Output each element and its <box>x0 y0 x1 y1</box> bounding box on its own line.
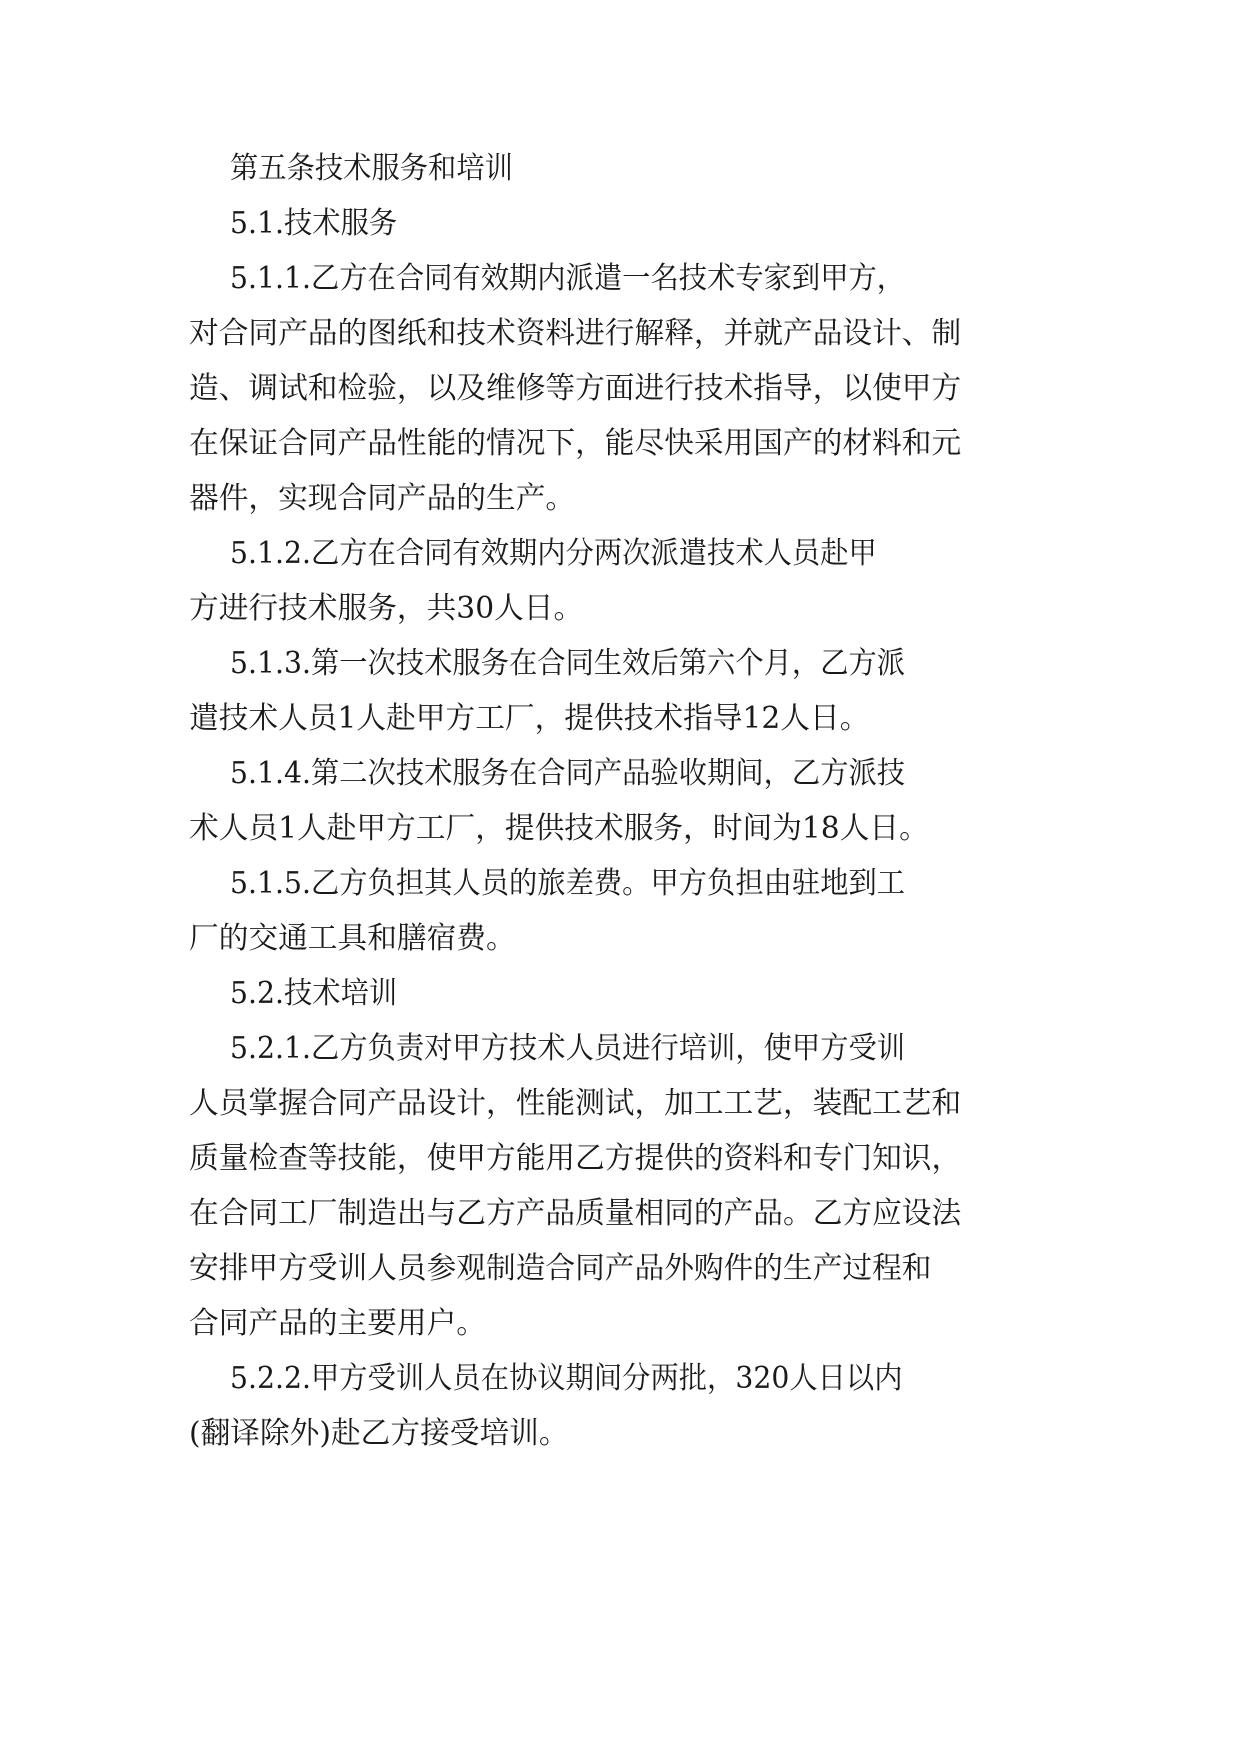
paragraph-line: 造、调试和检验，以及维修等方面进行技术指导，以使甲方 <box>189 371 962 406</box>
paragraph-line: 安排甲方受训人员参观制造合同产品外购件的生产过程和 <box>189 1251 932 1286</box>
paragraph-line: 5.1.3.第一次技术服务在合同生效后第六个月，乙方派 <box>230 646 906 681</box>
paragraph-line: 5.2.1.乙方负责对甲方技术人员进行培训，使甲方受训 <box>230 1031 906 1066</box>
paragraph-line: 器件，实现合同产品的生产。 <box>189 481 576 516</box>
paragraph-line: 术人员1人赴甲方工厂，提供技术服务，时间为18人日。 <box>189 811 929 846</box>
paragraph-line: 合同产品的主要用户。 <box>189 1306 486 1341</box>
paragraph-line: 对合同产品的图纸和技术资料进行解释，并就产品设计、制 <box>189 316 962 351</box>
section-title-technical-service: 5.1.技术服务 <box>230 206 398 241</box>
paragraph-line: 5.1.4.第二次技术服务在合同产品验收期间，乙方派技 <box>230 756 906 791</box>
paragraph-line: 5.2.2.甲方受训人员在协议期间分两批，320人日以内 <box>230 1361 903 1396</box>
paragraph-line: 5.1.2.乙方在合同有效期内分两次派遣技术人员赴甲 <box>230 536 877 571</box>
paragraph-line: 遣技术人员1人赴甲方工厂，提供技术指导12人日。 <box>189 701 870 736</box>
paragraph-line: 方进行技术服务，共30人日。 <box>189 591 584 626</box>
paragraph-line: 厂的交通工具和膳宿费。 <box>189 921 516 956</box>
paragraph-line: 在保证合同产品性能的情况下，能尽快采用国产的材料和元 <box>189 426 962 461</box>
paragraph-line: 质量检查等技能，使甲方能用乙方提供的资料和专门知识， <box>189 1141 962 1176</box>
paragraph-line: (翻译除外)赴乙方接受培训。 <box>189 1416 569 1451</box>
article-heading: 第五条技术服务和培训 <box>230 151 513 186</box>
paragraph-line: 5.1.5.乙方负担其人员的旅差费。甲方负担由驻地到工 <box>230 866 906 901</box>
section-title-technical-training: 5.2.技术培训 <box>230 976 398 1011</box>
paragraph-line: 人员掌握合同产品设计，性能测试，加工工艺，装配工艺和 <box>189 1086 962 1121</box>
paragraph-line: 5.1.1.乙方在合同有效期内派遣一名技术专家到甲方， <box>230 261 906 296</box>
paragraph-line: 在合同工厂制造出与乙方产品质量相同的产品。乙方应设法 <box>189 1196 962 1231</box>
